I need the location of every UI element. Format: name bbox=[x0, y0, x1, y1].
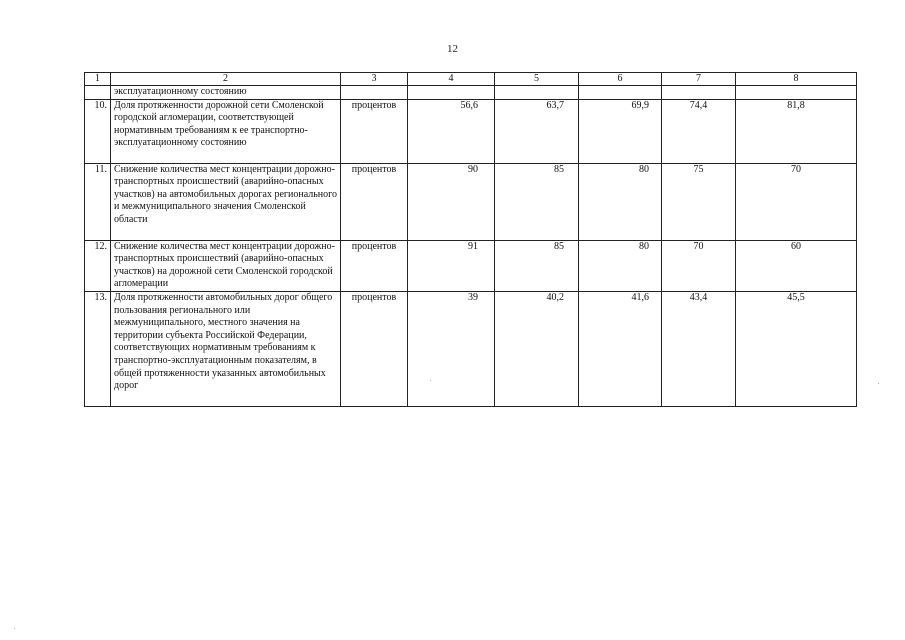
row-value: 85 bbox=[495, 163, 579, 240]
row-unit: процентов bbox=[341, 163, 408, 240]
column-header: 8 bbox=[736, 73, 857, 86]
row-description: Снижение количества мест концентрации дорожно-транспортных происшествий (аварийно-опасных участков) на дорожной сети Смоленской городской агломерации bbox=[111, 240, 341, 291]
row-value: 40,2 bbox=[495, 291, 579, 406]
row-value: 80 bbox=[579, 240, 662, 291]
scan-speck bbox=[878, 383, 879, 384]
row-value: 45,5 bbox=[736, 291, 857, 406]
column-header: 1 bbox=[85, 73, 111, 86]
row-description: Снижение количества мест концентрации дорожно-транспортных происшествий (аварийно-опасных участков) на автомобильных дорогах регионального и межмуниципального значения Смоленской области bbox=[111, 163, 341, 240]
row-value: 69,9 bbox=[579, 99, 662, 163]
row-unit: процентов bbox=[341, 99, 408, 163]
row-value: 41,6 bbox=[579, 291, 662, 406]
row-value: 75 bbox=[662, 163, 736, 240]
table-row bbox=[85, 163, 857, 240]
page-number: 12 bbox=[447, 43, 458, 55]
row-value: 81,8 bbox=[736, 99, 857, 163]
row-description: Доля протяженности автомобильных дорог общего пользования регионального или межмуниципального, местного значения на территории субъекта Российской Федерации, соответствующих нормативным требованиям к транспортно-эксплуатационным показателям, в общей протяженности указанных автомобильных дорог bbox=[111, 291, 341, 406]
row-value: 39 bbox=[408, 291, 495, 406]
column-number-row bbox=[85, 73, 857, 86]
row-value: 74,4 bbox=[662, 99, 736, 163]
row-unit: процентов bbox=[341, 240, 408, 291]
row-number: 11. bbox=[85, 163, 111, 240]
row-value bbox=[495, 86, 579, 100]
row-value bbox=[579, 86, 662, 100]
scan-speck bbox=[14, 628, 15, 629]
row-number: 12. bbox=[85, 240, 111, 291]
row-value: 43,4 bbox=[662, 291, 736, 406]
row-number: 13. bbox=[85, 291, 111, 406]
row-number: 10. bbox=[85, 99, 111, 163]
row-value: 91 bbox=[408, 240, 495, 291]
row-value: 70 bbox=[662, 240, 736, 291]
column-header: 7 bbox=[662, 73, 736, 86]
row-value: 63,7 bbox=[495, 99, 579, 163]
row-description: эксплуатационному состоянию bbox=[111, 86, 341, 100]
row-unit bbox=[341, 86, 408, 100]
row-value: 85 bbox=[495, 240, 579, 291]
row-value bbox=[736, 86, 857, 100]
column-header: 3 bbox=[341, 73, 408, 86]
row-value: 80 bbox=[579, 163, 662, 240]
column-header: 4 bbox=[408, 73, 495, 86]
column-header: 6 bbox=[579, 73, 662, 86]
table-row bbox=[85, 291, 857, 406]
row-number bbox=[85, 86, 111, 100]
row-unit: процентов bbox=[341, 291, 408, 406]
row-value bbox=[662, 86, 736, 100]
scan-speck bbox=[430, 380, 431, 381]
row-value: 60 bbox=[736, 240, 857, 291]
table-row bbox=[85, 99, 857, 163]
row-value bbox=[408, 86, 495, 100]
column-header: 2 bbox=[111, 73, 341, 86]
table-row bbox=[85, 240, 857, 291]
column-header: 5 bbox=[495, 73, 579, 86]
table-row-continuation bbox=[85, 86, 857, 100]
row-description: Доля протяженности дорожной сети Смоленской городской агломерации, соответствующей нормативным требованиям к ее транспортно-эксплуатационному состоянию bbox=[111, 99, 341, 163]
row-value: 70 bbox=[736, 163, 857, 240]
row-value: 90 bbox=[408, 163, 495, 240]
row-value: 56,6 bbox=[408, 99, 495, 163]
indicators-table bbox=[84, 72, 857, 407]
